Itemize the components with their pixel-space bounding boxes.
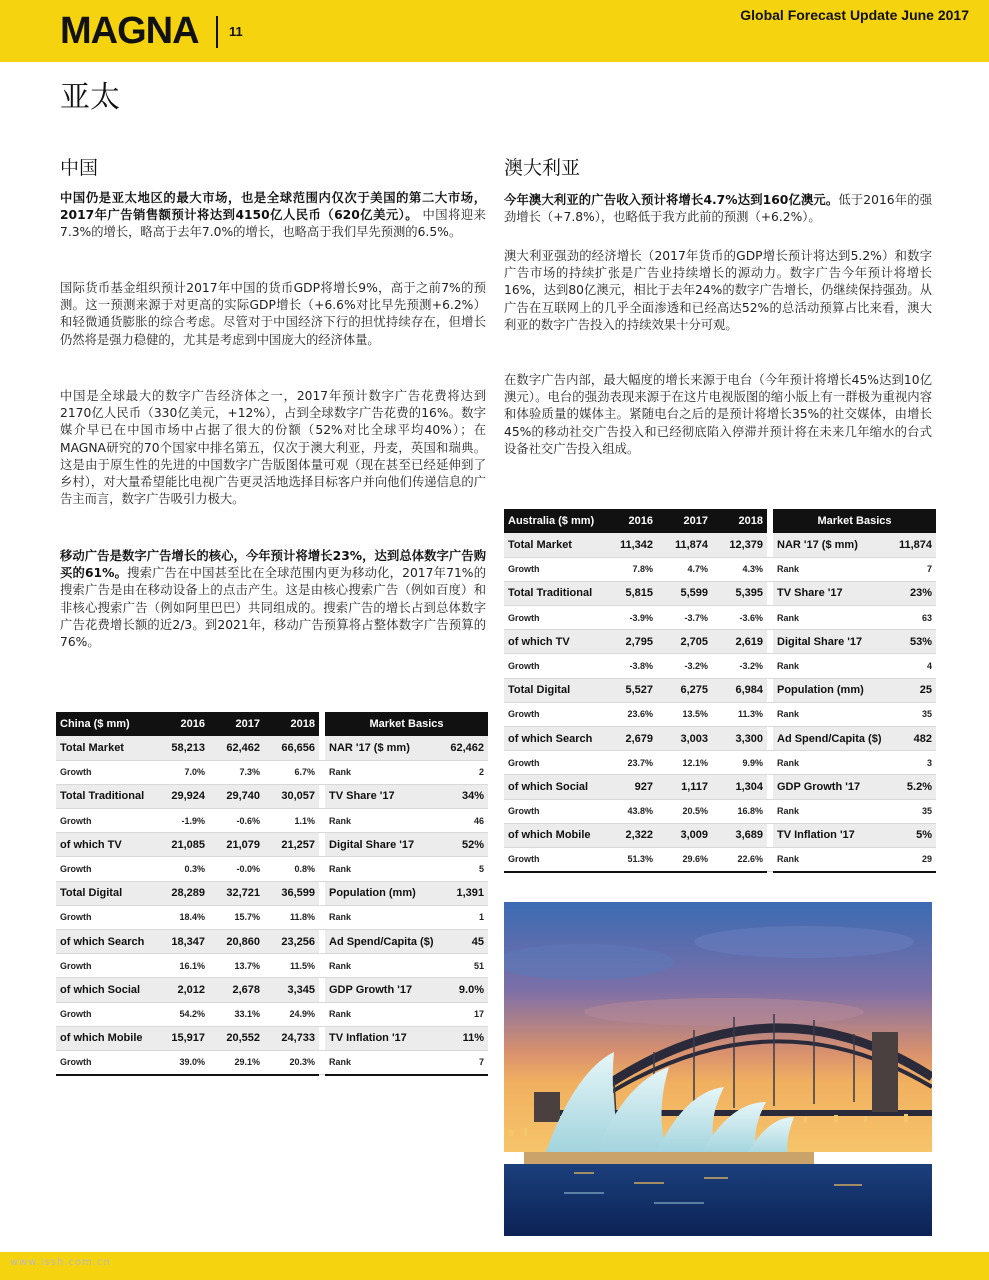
australia-p1-bold: 今年澳大利亚的广告收入预计将增长4.7%达到160亿澳元。 [504,193,839,207]
table-row [56,954,488,978]
market-basics-label: GDP Growth '17 [325,978,440,1002]
australia-p1-rest: 低于2016年的强劲增长（+7.8%），也略低于我方此前的预测（+6.2%）。 [504,193,933,225]
market-basics-label: GDP Growth '17 [773,775,888,799]
row-label: Growth [504,557,602,581]
australia-paragraph-2: 澳大利亚强劲的经济增长（2017年货币的GDP增长预计将达到5.2%）和数字广告市场的持续扩张是广告业持续增长的源动力。数字广告今年预计将增长16%，达到80亿澳元，相比于去年24%的数字广告增长，仍继续保持强劲。从广告在互联网上的几乎全面渗透和已经高达52%的总活动预算占比来看，澳大利亚的数字广告投入的持续效果十分可观。 [504,249,932,332]
market-basics-label: TV Share '17 [325,784,440,808]
table-row [56,784,488,808]
market-basics-label: NAR '17 ($ mm) [325,736,440,760]
value-2016: 5,527 [602,678,657,702]
value-2016: 18,347 [154,930,209,954]
footer-bar [0,1252,989,1280]
value-2016: 23.7% [602,751,657,775]
value-2018: -3.2% [712,654,767,678]
table-header-cell: 2017 [209,712,264,736]
market-basics-value: 1 [440,905,488,929]
market-basics-label: Rank [773,847,888,871]
value-2017: 21,079 [209,833,264,857]
value-2017: 15.7% [209,905,264,929]
market-basics-label: TV Share '17 [773,581,888,605]
value-2017: 20,552 [209,1026,264,1050]
value-2018: 3,689 [712,823,767,847]
market-basics-value: 7 [888,557,936,581]
value-2018: -3.6% [712,606,767,630]
china-heading: 中国 [60,157,99,179]
value-2016: 7.0% [154,760,209,784]
table-row [504,581,936,605]
value-2018: 3,300 [712,727,767,751]
table-row [504,654,936,678]
value-2016: 16.1% [154,954,209,978]
table-row [56,881,488,905]
value-2016: 2,012 [154,978,209,1002]
value-2016: -3.9% [602,606,657,630]
table-row [504,799,936,823]
market-basics-label: NAR '17 ($ mm) [773,533,888,557]
value-2017: 2,705 [657,630,712,654]
value-2016: 5,815 [602,581,657,605]
row-label: Growth [504,654,602,678]
table-row [56,833,488,857]
row-label: Total Traditional [56,784,154,808]
row-label: Growth [56,954,154,978]
row-label: of which Mobile [504,823,602,847]
table-row [504,823,936,847]
market-basics-label: Rank [325,857,440,881]
row-label: of which Mobile [56,1026,154,1050]
value-2018: 21,257 [264,833,319,857]
row-label: Total Digital [56,881,154,905]
row-label: Total Market [504,533,602,557]
value-2016: -3.8% [602,654,657,678]
table-row [56,930,488,954]
row-label: Growth [56,809,154,833]
market-basics-value: 25 [888,678,936,702]
value-2018: 1,304 [712,775,767,799]
report-title: Global Forecast Update June 2017 [740,7,969,23]
value-2018: 24.9% [264,1002,319,1026]
value-2017: 13.5% [657,702,712,726]
value-2018: 4.3% [712,557,767,581]
value-2017: 62,462 [209,736,264,760]
row-label: Growth [56,857,154,881]
page-number: 11 [229,24,243,39]
table-row [56,1002,488,1026]
china-p4-bold: 移动广告是数字广告增长的核心，今年预计将增长23%，达到总体数字广告购买的61%。 [60,549,486,581]
china-table-body [56,736,488,1075]
value-2017: 33.1% [209,1002,264,1026]
value-2017: 20,860 [209,930,264,954]
value-2018: 11.5% [264,954,319,978]
market-basics-value: 35 [888,799,936,823]
china-p4-rest: 搜索广告在中国甚至比在全球范围内更为移动化，2017年71%的搜索广告是由在移动设备上的点击产生。这是由核心搜索广告（例如百度）和非核心搜索广告（例如阿里巴巴）共同组成的。搜索广告的增长占到总体数字广告花费增长额的近2/3。到2021年，移动广告预算将占整体数字广告预算的76%。 [60,566,486,650]
value-2016: 927 [602,775,657,799]
market-basics-label: Rank [325,954,440,978]
row-label: Total Market [56,736,154,760]
value-2017: 29.1% [209,1050,264,1074]
row-label: Growth [504,799,602,823]
value-2018: 5,395 [712,581,767,605]
market-basics-label: Rank [773,751,888,775]
market-basics-value: 62,462 [440,736,488,760]
value-2017: 1,117 [657,775,712,799]
row-label: Growth [56,905,154,929]
table-row [56,1026,488,1050]
market-basics-label: Rank [325,905,440,929]
value-2018: 20.3% [264,1050,319,1074]
value-2018: 9.9% [712,751,767,775]
market-basics-value: 4 [888,654,936,678]
market-basics-label: Rank [773,557,888,581]
value-2018: 30,057 [264,784,319,808]
value-2016: 2,795 [602,630,657,654]
value-2018: 6.7% [264,760,319,784]
value-2018: 3,345 [264,978,319,1002]
row-label: of which TV [56,833,154,857]
value-2016: 54.2% [154,1002,209,1026]
market-basics-value: 46 [440,809,488,833]
value-2017: 13.7% [209,954,264,978]
market-basics-label: Rank [325,1050,440,1074]
market-basics-value: 52% [440,833,488,857]
table-row [504,727,936,751]
table-header-row [504,509,936,533]
table-row [504,557,936,581]
value-2018: 1.1% [264,809,319,833]
value-2016: 58,213 [154,736,209,760]
table-row [504,606,936,630]
table-row [56,736,488,760]
value-2018: 11.3% [712,702,767,726]
value-2018: 66,656 [264,736,319,760]
china-paragraph-4 [60,548,486,651]
value-2017: 6,275 [657,678,712,702]
market-basics-value: 9.0% [440,978,488,1002]
value-2018: 2,619 [712,630,767,654]
china-p1-bold: 中国仍是亚太地区的最大市场，也是全球范围内仅次于美国的第二大市场，2017年广告销售额预计将达到4150亿人民币（620亿美元）。 [60,191,486,223]
china-paragraph-1 [60,190,486,242]
market-basics-value: 7 [440,1050,488,1074]
value-2017: 3,003 [657,727,712,751]
market-basics-value: 29 [888,847,936,871]
value-2017: -0.0% [209,857,264,881]
market-basics-label: Rank [325,1002,440,1026]
australia-heading: 澳大利亚 [504,157,581,179]
australia-paragraph-1 [504,192,932,226]
row-label: Growth [504,702,602,726]
page-title: 亚太 [60,80,120,115]
table-row [56,809,488,833]
value-2017: 29,740 [209,784,264,808]
value-2018: 6,984 [712,678,767,702]
value-2017: 29.6% [657,847,712,871]
market-basics-value: 23% [888,581,936,605]
table-row [504,847,936,871]
market-basics-value: 17 [440,1002,488,1026]
value-2016: -1.9% [154,809,209,833]
row-label: Growth [504,847,602,871]
table-row [504,702,936,726]
value-2016: 0.3% [154,857,209,881]
market-basics-value: 482 [888,727,936,751]
market-basics-value: 11,874 [888,533,936,557]
table-header-row [56,712,488,736]
value-2018: 11.8% [264,905,319,929]
australia-forecast-table [504,509,936,873]
market-basics-label: Rank [325,809,440,833]
table-header-cell: 2018 [264,712,319,736]
china-paragraph-2: 国际货币基金组织预计2017年中国的货币GDP将增长9%，高于之前7%的预测。这一预测来源于对更高的实际GDP增长（+6.6%对比早先预测+6.2%）和轻微通货膨胀的综合考虑。尽管对于中国经济下行的担忧持续存在，但增长仍然将是强力稳健的，尤其是考虑到中国庞大的经济体量。 [60,281,486,347]
australia-table-body [504,533,936,872]
value-2017: 5,599 [657,581,712,605]
china-forecast-table [56,712,488,1076]
market-basics-value: 63 [888,606,936,630]
value-2016: 23.6% [602,702,657,726]
market-basics-label: Digital Share '17 [325,833,440,857]
row-label: Total Traditional [504,581,602,605]
value-2018: 23,256 [264,930,319,954]
header-divider [216,16,218,48]
table-row [504,630,936,654]
value-2018: 12,379 [712,533,767,557]
market-basics-value: 11% [440,1026,488,1050]
market-basics-label: Population (mm) [773,678,888,702]
value-2018: 22.6% [712,847,767,871]
value-2017: -0.6% [209,809,264,833]
table-header-cell: Australia ($ mm) [504,509,602,533]
market-basics-value: 5% [888,823,936,847]
value-2017: 12.1% [657,751,712,775]
market-basics-value: 3 [888,751,936,775]
table-header-cell: 2016 [154,712,209,736]
row-label: of which Social [504,775,602,799]
value-2016: 18.4% [154,905,209,929]
value-2016: 21,085 [154,833,209,857]
value-2016: 15,917 [154,1026,209,1050]
table-row [56,760,488,784]
value-2018: 16.8% [712,799,767,823]
row-label: Growth [504,751,602,775]
table-header-cell: Market Basics [773,509,936,533]
market-basics-label: Rank [773,606,888,630]
table-row [504,678,936,702]
table-header-cell: 2017 [657,509,712,533]
value-2017: 4.7% [657,557,712,581]
value-2018: 36,599 [264,881,319,905]
table-row [56,1050,488,1074]
market-basics-label: Ad Spend/Capita ($) [773,727,888,751]
row-label: Growth [504,606,602,630]
row-label: of which Search [56,930,154,954]
market-basics-value: 53% [888,630,936,654]
value-2016: 29,924 [154,784,209,808]
value-2016: 51.3% [602,847,657,871]
table-row [504,775,936,799]
value-2017: 11,874 [657,533,712,557]
value-2017: 3,009 [657,823,712,847]
row-label: of which TV [504,630,602,654]
table-header-cell: 2018 [712,509,767,533]
row-label: of which Social [56,978,154,1002]
value-2017: -3.2% [657,654,712,678]
table-row [56,978,488,1002]
value-2016: 2,322 [602,823,657,847]
row-label: of which Search [504,727,602,751]
value-2016: 39.0% [154,1050,209,1074]
market-basics-value: 2 [440,760,488,784]
market-basics-label: Population (mm) [325,881,440,905]
row-label: Total Digital [504,678,602,702]
value-2018: 24,733 [264,1026,319,1050]
value-2016: 7.8% [602,557,657,581]
sydney-opera-house-photo [504,902,932,1236]
market-basics-label: Ad Spend/Capita ($) [325,930,440,954]
value-2016: 43.8% [602,799,657,823]
value-2017: 7.3% [209,760,264,784]
value-2018: 0.8% [264,857,319,881]
market-basics-label: Rank [325,760,440,784]
row-label: Growth [56,1002,154,1026]
market-basics-value: 35 [888,702,936,726]
table-row [504,533,936,557]
value-2017: -3.7% [657,606,712,630]
market-basics-value: 45 [440,930,488,954]
table-header-cell: Market Basics [325,712,488,736]
market-basics-label: Rank [773,799,888,823]
market-basics-label: Rank [773,702,888,726]
value-2017: 32,721 [209,881,264,905]
market-basics-label: Rank [773,654,888,678]
table-row [504,751,936,775]
magna-logo: MAGNA [60,10,199,52]
value-2016: 2,679 [602,727,657,751]
market-basics-value: 1,391 [440,881,488,905]
market-basics-value: 51 [440,954,488,978]
market-basics-label: TV Inflation '17 [325,1026,440,1050]
market-basics-label: TV Inflation '17 [773,823,888,847]
value-2017: 2,678 [209,978,264,1002]
table-row [56,857,488,881]
value-2016: 11,342 [602,533,657,557]
table-header-cell: China ($ mm) [56,712,154,736]
table-header-cell: 2016 [602,509,657,533]
table-row [56,905,488,929]
market-basics-label: Digital Share '17 [773,630,888,654]
value-2016: 28,289 [154,881,209,905]
row-label: Growth [56,1050,154,1074]
value-2017: 20.5% [657,799,712,823]
row-label: Growth [56,760,154,784]
market-basics-value: 34% [440,784,488,808]
watermark: www.issh.com.cn [10,1257,111,1268]
china-paragraph-3: 中国是全球最大的数字广告经济体之一，2017年预计数字广告花费将达到2170亿人民币（330亿美元，+12%），占到全球数字广告花费的16%。数字媒介早已在中国市场中占据了很大的份额（52%对比全球平均40%）；在MAGNA研究的70个国家中排名第五，仅次于澳大利亚，丹麦，英国和瑞典。这是由于原生性的先进的中国数字广告版图体量可观（现在甚至已经延伸到了乡村），对大量希望能比电视广告更灵活地选择目标客户并向他们传递信息的广告主而言，数字广告吸引力极大。 [60,389,486,507]
china-p1-rest: 中国将迎来7.3%的增长，略高于去年7.0%的增长，也略高于我们早先预测的6.5%。 [60,208,486,240]
market-basics-value: 5.2% [888,775,936,799]
market-basics-value: 5 [440,857,488,881]
australia-paragraph-3: 在数字广告内部，最大幅度的增长来源于电台（今年预计将增长45%达到10亿澳元）。电台的强劲表现来源于在这片电视版图的缩小版上有一群极为重视内容和体验质量的媒体主。紧随电台之后的是预计将增长35%的社交媒体，由增长45%的移动社交广告投入和已经彻底陷入停滞并预计将在未来几年缩水的台式设备社交广告投入组成。 [504,373,932,456]
